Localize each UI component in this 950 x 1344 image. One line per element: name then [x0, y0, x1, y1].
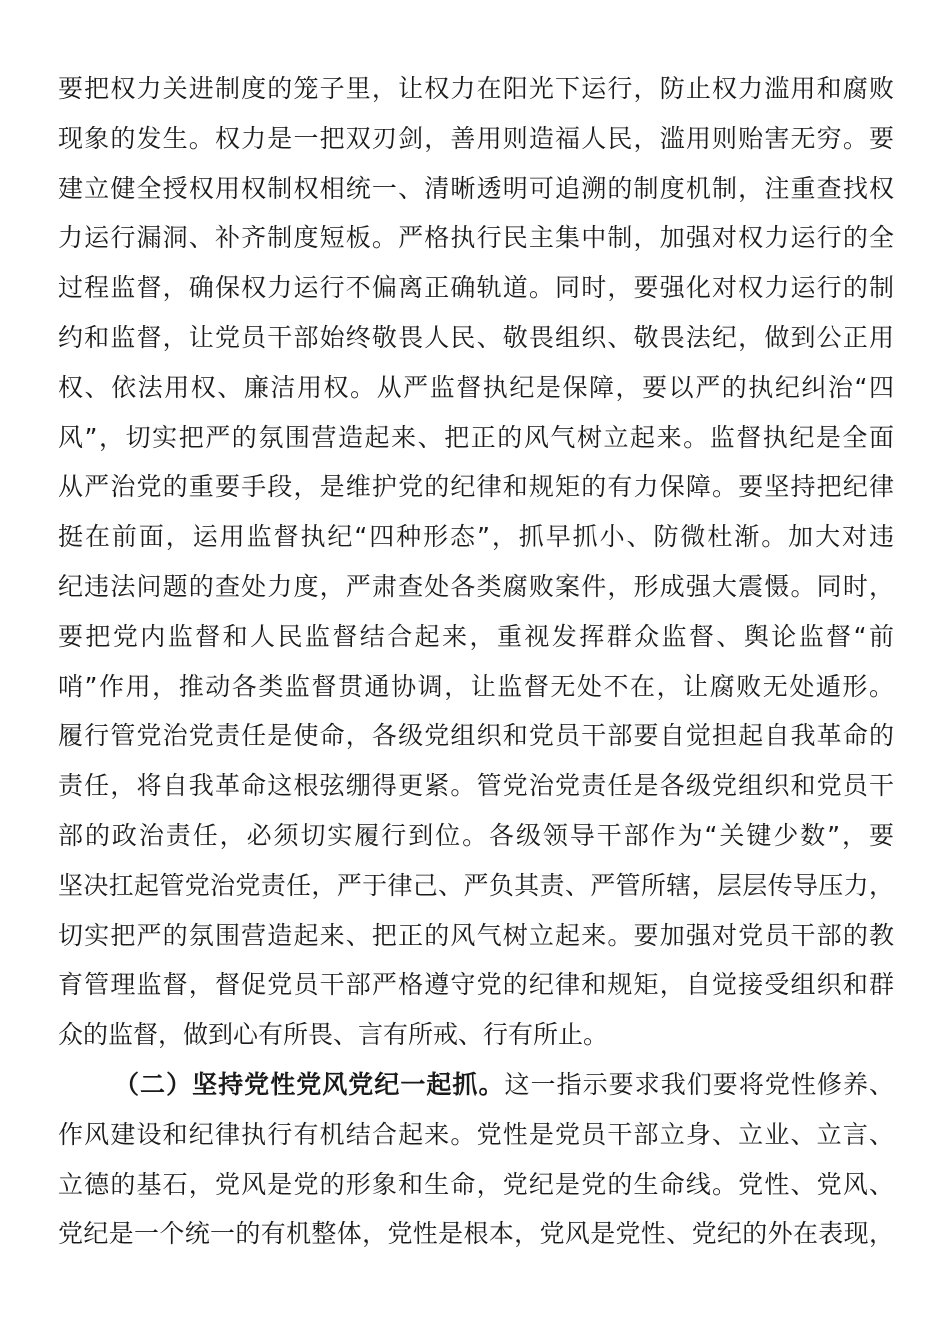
paragraph-line: 部的政治责任，必须切实履行到位。各级领导干部作为“关键少数”，要 [58, 820, 894, 850]
paragraph-line: 过程监督，确保权力运行不偏离正确轨道。同时，要强化对权力运行的制 [58, 273, 894, 303]
paragraph-line: 坚决扛起管党治党责任，严于律己、严负其责、严管所辖，层层传导压力， [58, 870, 894, 900]
paragraph-line: 力运行漏洞、补齐制度短板。严格执行民主集中制，加强对权力运行的全 [58, 223, 894, 253]
paragraph-line: 哨”作用，推动各类监督贯通协调，让监督无处不在，让腐败无处遁形。 [58, 671, 894, 701]
paragraph-line: 履行管党治党责任是使命，各级党组织和党员干部要自觉担起自我革命的 [58, 721, 894, 751]
paragraph-line: 要把权力关进制度的笼子里，让权力在阳光下运行，防止权力滥用和腐败 [58, 74, 894, 103]
paragraph-line: 约和监督，让党员干部始终敬畏人民、敬畏组织、敬畏法纪，做到公正用 [58, 322, 894, 352]
paragraph-line: 育管理监督，督促党员干部严格遵守党的纪律和规矩，自觉接受组织和群 [58, 970, 894, 1000]
paragraph-line: 纪违法问题的查处力度，严肃查处各类腐败案件，形成强大震慑。同时， [58, 571, 894, 601]
paragraph-line: 现象的发生。权力是一把双刃剑，善用则造福人民，滥用则贻害无穷。要 [58, 123, 894, 153]
paragraph-line: 众的监督，做到心有所畏、言有所戒、行有所止。 [58, 1020, 609, 1050]
paragraph-line: 要把党内监督和人民监督结合起来，重视发挥群众监督、舆论监督“前 [58, 621, 894, 651]
paragraph-line: 风”，切实把严的氛围营造起来、把正的风气树立起来。监督执纪是全面 [58, 422, 894, 452]
paragraph-line: 建立健全授权用权制权相统一、清晰透明可追溯的制度机制，注重查找权 [58, 173, 894, 203]
section-heading: （二）坚持党性党风党纪一起抓。 [114, 1069, 505, 1099]
paragraph-line: 挺在前面，运用监督执纪“四种形态”，抓早抓小、防微杜渐。加大对违 [58, 522, 894, 552]
section-line: 党纪是一个统一的有机整体，党性是根本，党风是党性、党纪的外在表现， [58, 1219, 894, 1249]
section-first-line [58, 1060, 894, 1110]
paragraph-line: 责任，将自我革命这根弦绷得更紧。管党治党责任是各级党组织和党员干 [58, 771, 894, 801]
section-line: 作风建设和纪律执行有机结合起来。党性是党员干部立身、立业、立言、 [58, 1119, 894, 1149]
section-line: 立德的基石，党风是党的形象和生命，党纪是党的生命线。党性、党风、 [58, 1169, 894, 1199]
section-first-line-text: 这一指示要求我们要将党性修养、 [504, 1069, 894, 1099]
document-body [58, 64, 894, 1259]
paragraph-line: 权、依法用权、廉洁用权。从严监督执纪是保障，要以严的执纪纠治“四 [58, 372, 894, 402]
paragraph-line: 从严治党的重要手段，是维护党的纪律和规矩的有力保障。要坚持把纪律 [58, 472, 894, 502]
paragraph-line: 切实把严的氛围营造起来、把正的风气树立起来。要加强对党员干部的教 [58, 920, 894, 950]
